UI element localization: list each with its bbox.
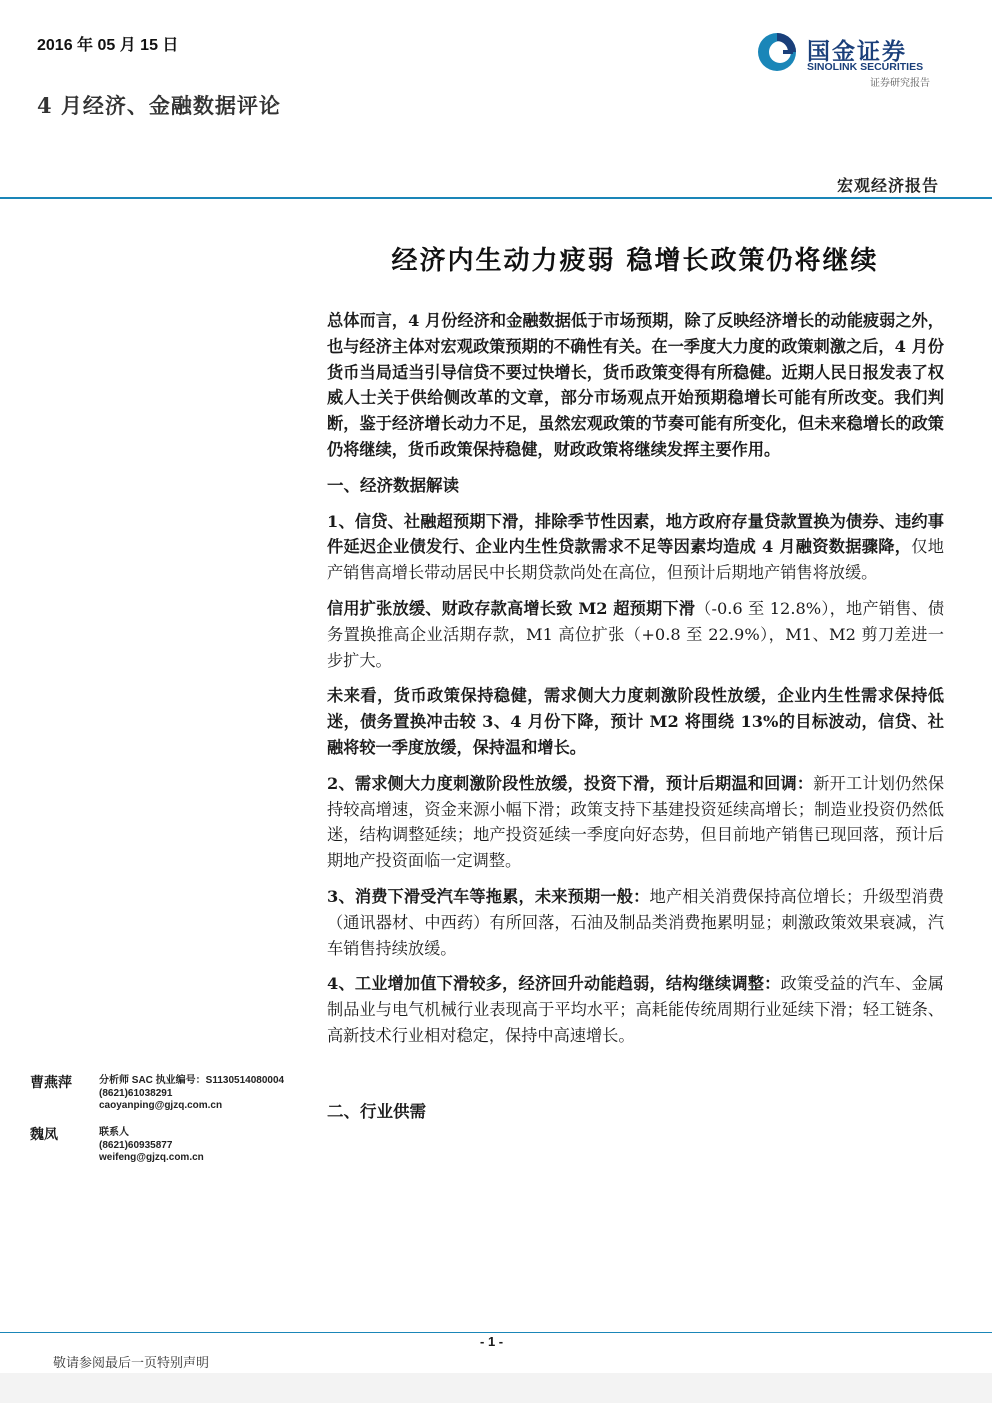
paragraph-m2-text: （-0.6 至 12.8%），地产销售、债务置换推高企业活期存款，M1 高位扩张（+0.8 至 22.9%），M1、M2 剪刀差进一步扩大。	[327, 598, 945, 670]
summary-paragraph: 总体而言，4 月份经济和金融数据低于市场预期，除了反映经济增长的动能疲弱之外，也与经济主体对宏观政策预期的不确性有关。在一季度大力度的政策刺激之后，4 月份货币当局适当引导信贷不要过快增长，货币政策变得有所稳健。近期人民日报发表了权威人士关于供给侧改革的文章，部分市场观点开始预期稳增长可能有所改变。我们判断，鉴于经济增长动力不足，虽然宏观政策的节奏可能有所变化，但未来稳增长的政策仍将继续，货币政策保持稳健，财政政策将继续发挥主要作用。	[327, 311, 944, 459]
analyst-phone: (8621)61038291	[99, 1087, 173, 1099]
header-divider	[0, 197, 992, 199]
logo-english-name: SINOLINK SECURITIES	[807, 61, 924, 73]
analyst-title: 联系人	[99, 1127, 129, 1138]
analyst-title: 分析师 SAC 执业编号：S1130514080004	[99, 1075, 285, 1086]
analyst-email[interactable]: weifeng@gjzq.com.cn	[99, 1152, 204, 1164]
logo-subtitle: 证券研究报告	[870, 78, 930, 89]
paragraph-industry-text: 政策受益的汽车、金属制品业与电气机械行业表现高于平均水平；高耗能传统周期行业延续下滑；轻工链条、高新技术行业相对稳定，保持中高速增长。	[327, 974, 944, 1045]
report-subtitle: 4 月经济、金融数据评论	[37, 93, 281, 118]
paragraph-credit-lead: 1、信贷、社融超预期下滑，排除季节性因素，地方政府存量贷款置换为债券、违约事件延迟企业债发行、企业内生性贷款需求不足等因素均造成 4 月融资数据骤降，	[327, 511, 944, 557]
page-number: - 1 -	[480, 1334, 504, 1349]
paragraph-m2-lead: 信用扩张放缓、财政存款高增长致 M2 超预期下滑	[327, 598, 696, 618]
paragraph-consumption	[327, 884, 944, 961]
footer-divider	[0, 1332, 992, 1333]
analyst-contact	[99, 1127, 204, 1165]
section-1-title: 一、经济数据解读	[327, 475, 459, 495]
report-body	[327, 308, 944, 1135]
section-2-title: 二、行业供需	[327, 1101, 426, 1121]
report-date: 2016 年 05 月 15 日	[37, 37, 179, 54]
analyst-email[interactable]: caoyanping@gjzq.com.cn	[99, 1100, 223, 1112]
analyst-list	[30, 1072, 320, 1176]
paragraph-industry-lead: 4、工业增加值下滑较多，经济回升动能趋弱，结构继续调整：	[327, 974, 781, 994]
analyst-phone: (8621)60935877	[99, 1139, 173, 1151]
paragraph-m2	[327, 596, 944, 673]
paragraph-industry	[327, 971, 944, 1048]
paragraph-demand	[327, 771, 944, 874]
report-category: 宏观经济报告	[836, 176, 939, 195]
logo-chinese-name: 国金证券	[807, 39, 907, 65]
paragraph-demand-text: 新开工计划仍然保持较高增速，资金来源小幅下滑；政策支持下基建投资延续高增长；制造业投资仍然低迷，结构调整延续；地产投资延续一季度向好态势，但目前地产销售已现回落，预计后期地产投资面临一定调整。	[327, 773, 945, 871]
analyst-entry	[30, 1072, 320, 1124]
paragraph-consumption-lead: 3、消费下滑受汽车等拖累，未来预期一般：	[327, 886, 650, 906]
paragraph-demand-lead: 2、需求侧大力度刺激阶段性放缓，投资下滑，预计后期温和回调：	[327, 773, 814, 793]
report-headline: 经济内生动力疲弱 稳增长政策仍将继续	[391, 246, 879, 276]
footer-band	[0, 1373, 992, 1403]
analyst-contact	[99, 1075, 284, 1113]
analyst-name: 曹燕萍	[30, 1075, 72, 1091]
analyst-name: 魏凤	[30, 1127, 58, 1143]
analyst-entry	[30, 1124, 320, 1176]
footer-disclaimer: 敬请参阅最后一页特别声明	[53, 1356, 210, 1371]
paragraph-credit-text: 仅地产销售高增长带动居民中长期贷款尚处在高位，但预计后期地产销售将放缓。	[327, 537, 944, 583]
paragraph-consumption-text: 地产相关消费保持高位增长；升级型消费（通讯器材、中西药）有所回落，石油及制品类消费拖累明显；刺激政策效果衰减，汽车销售持续放缓。	[327, 886, 944, 958]
paragraph-outlook: 未来看，货币政策保持稳健，需求侧大力度刺激阶段性放缓，企业内生性需求保持低迷，债务置换冲击较 3、4 月份下降，预计 M2 将围绕 13%的目标波动，信贷、社融将较一季度放缓，保持温和增长。	[327, 686, 944, 757]
paragraph-credit	[327, 509, 944, 586]
